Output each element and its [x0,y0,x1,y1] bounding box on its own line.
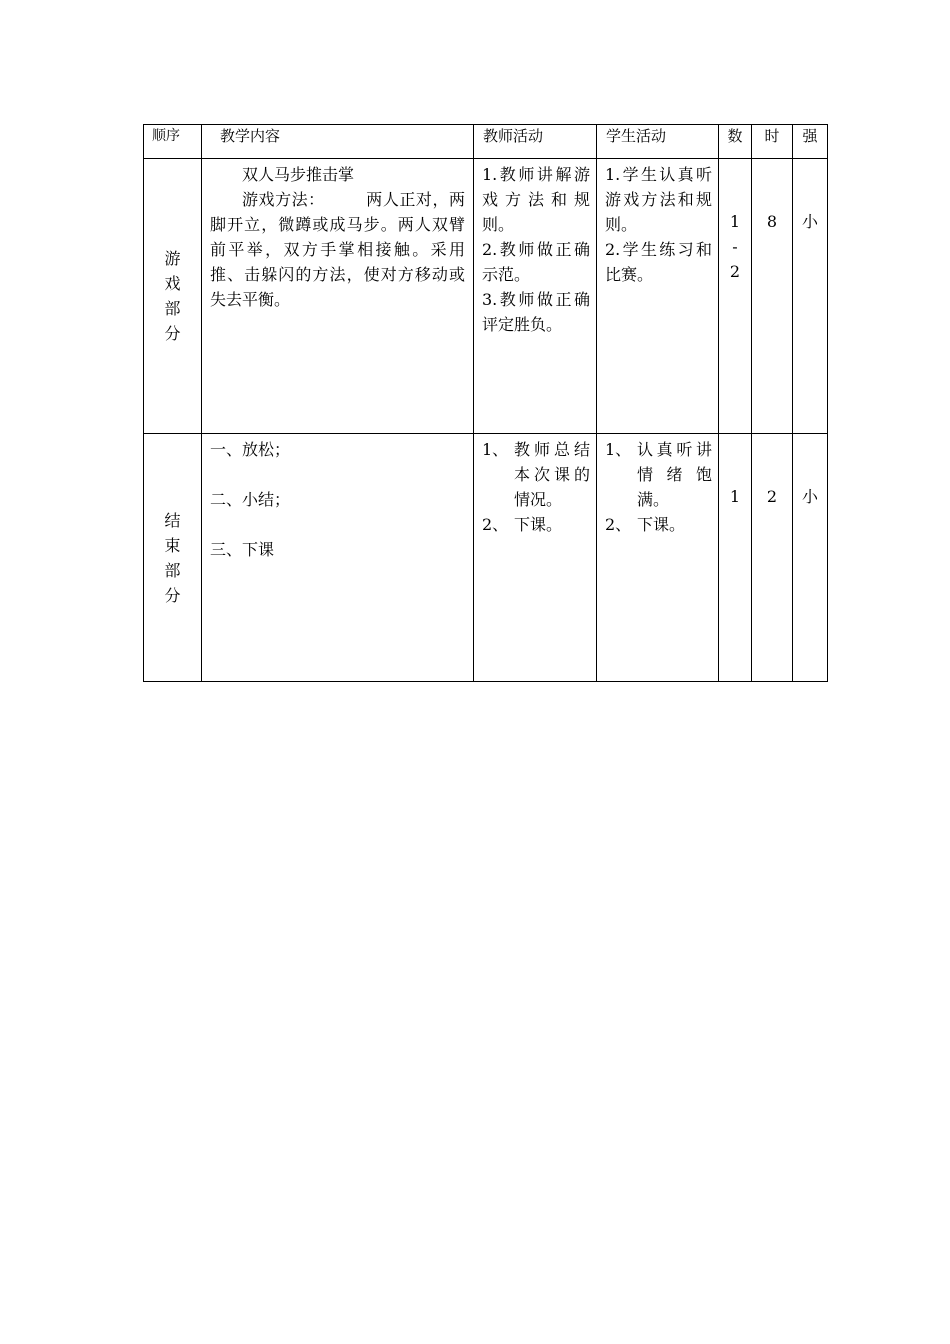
item-number: 1、 [482,440,509,459]
student-step: 1.学生认真听游戏方法和规则。 [605,165,712,234]
section-char: 分 [164,585,181,605]
end-intensity-cell: 小 [793,434,828,682]
section-char: 部 [164,560,181,580]
header-intensity: 强 [793,125,828,159]
game-student-cell [597,159,719,434]
end-content-item: 一、放松； [210,440,291,459]
section-char: 分 [164,324,181,343]
table-row-end-section [144,434,828,682]
teacher-item [482,437,590,512]
section-char: 游 [164,249,181,268]
teacher-item [482,512,590,537]
lesson-plan-table [143,124,828,682]
game-intensity-cell: 小 [793,159,828,434]
item-number: 2、 [605,515,632,534]
section-label-game [144,159,202,434]
section-label-end [144,434,202,682]
game-teacher-cell [474,159,597,434]
section-char: 结 [164,510,181,530]
section-char: 戏 [164,274,181,293]
game-title: 双人马步推击掌 [242,165,355,184]
game-time-cell: 8 [752,159,793,434]
teacher-step: 3.教师做正确评定胜负。 [482,290,590,334]
count-part: 1 [729,212,741,231]
teacher-step: 2.教师做正确示范。 [482,240,590,284]
teacher-step: 1.教师讲解游戏方法和规则。 [482,165,590,234]
header-content: 教学内容 [202,125,474,159]
item-number: 2、 [482,515,509,534]
end-content-item: 三、下课 [210,540,275,559]
game-count-cell [719,159,752,434]
header-order: 顺序 [144,125,202,159]
section-char: 部 [164,299,181,318]
table-header-row [144,125,828,159]
section-char: 束 [164,535,181,555]
count-part: - [732,237,738,256]
item-text: 下课。 [514,515,563,534]
table-row-game-section [144,159,828,434]
header-student-activity: 学生活动 [597,125,719,159]
game-content-cell [202,159,474,434]
game-method-text: 游戏方法： 两人正对，两脚开立，微蹲或成马步。两人双臂前平举，双方手掌相接触。采用推、击躲闪的方法，使对方移动或失去平衡。 [210,190,465,309]
end-content-item: 二、小结； [210,490,291,509]
header-time: 时 [752,125,793,159]
item-text: 认真听讲情绪饱满。 [637,440,712,509]
header-teacher-activity: 教师活动 [474,125,597,159]
student-step: 2.学生练习和比赛。 [605,240,712,284]
student-item [605,512,712,537]
student-item [605,437,712,512]
end-content-cell [202,434,474,682]
end-student-cell [597,434,719,682]
end-teacher-cell [474,434,597,682]
end-count-cell: 1 [719,434,752,682]
header-count: 数 [719,125,752,159]
item-text: 下课。 [637,515,686,534]
item-number: 1、 [605,440,632,459]
item-text: 教师总结本次课的情况。 [514,440,590,509]
count-part: 2 [729,262,741,281]
end-time-cell: 2 [752,434,793,682]
